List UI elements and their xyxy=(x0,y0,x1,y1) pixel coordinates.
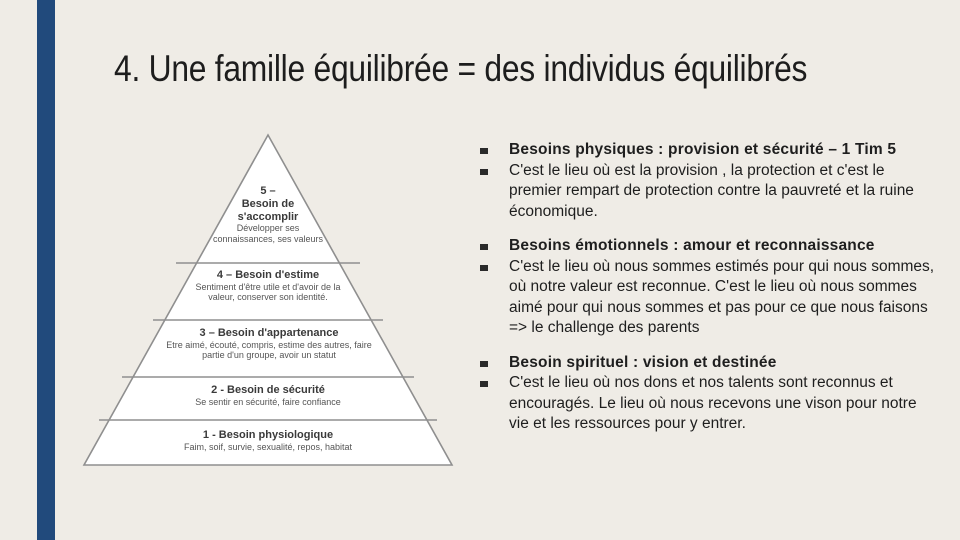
pyramid-level-5-title-2: Besoin de xyxy=(241,197,295,210)
bullet-body-text: C'est le lieu où nous sommes estimés pour qui nous sommes, où notre valeur est reconnue. C'est le lieu où nous sommes aimé pour qui nous sommes et pas pour ce que nous faisons => le challenge des parents xyxy=(509,257,935,336)
square-bullet-icon xyxy=(476,140,509,160)
pyramid-level-4 xyxy=(170,269,366,303)
bullet-body xyxy=(476,257,936,339)
pyramid-level-5-desc-1: Développer ses xyxy=(236,223,300,234)
pyramid-level-3-title: 3 – Besoin d'appartenance xyxy=(199,327,339,339)
square-bullet-icon xyxy=(476,257,509,277)
needs-pyramid xyxy=(80,133,456,467)
pyramid-level-2 xyxy=(120,384,416,407)
pyramid-level-5 xyxy=(208,185,328,244)
bullet-heading-text: Besoins physiques : provision et sécurité – 1 Tim 5 xyxy=(509,141,897,158)
pyramid-level-1 xyxy=(100,429,436,452)
pyramid-level-3-desc-1: Etre aimé, écouté, compris, estime des autres, faire xyxy=(166,339,372,350)
bullet-body xyxy=(476,373,936,435)
slide-title: 4. Une famille équilibrée = des individus équilibrés xyxy=(114,48,808,89)
pyramid-level-3-desc-2: partie d'un groupe, avoir un statut xyxy=(202,350,336,361)
bullet-heading xyxy=(476,353,936,374)
square-bullet-icon xyxy=(476,373,509,393)
bullet-group-emotional xyxy=(476,236,936,339)
pyramid-level-2-desc: Se sentir en sécurité, faire confiance xyxy=(195,396,341,407)
pyramid-level-1-title: 1 - Besoin physiologique xyxy=(202,429,334,441)
pyramid-level-1-desc: Faim, soif, survie, sexualité, repos, habitat xyxy=(183,441,353,452)
square-bullet-icon xyxy=(476,353,509,373)
bullet-heading xyxy=(476,140,936,161)
pyramid-level-4-desc-1: Sentiment d'être utile et d'avoir de la xyxy=(195,281,341,292)
square-bullet-icon xyxy=(476,236,509,256)
bullet-body-text: C'est le lieu où est la provision , la protection et c'est le premier rempart de protection contre la pauvreté et la ruine économique. xyxy=(509,161,914,220)
bullet-heading-text: Besoin spirituel : vision et destinée xyxy=(509,353,777,371)
pyramid-level-3 xyxy=(146,327,392,361)
pyramid-level-5-desc-2: connaissances, ses valeurs xyxy=(212,233,324,244)
pyramid-level-2-title: 2 - Besoin de sécurité xyxy=(211,384,325,396)
bullet-list xyxy=(476,140,936,449)
bullet-group-spiritual xyxy=(476,353,936,435)
accent-side-bar xyxy=(37,0,55,540)
bullet-heading-text: Besoins émotionnels : amour et reconnaissance xyxy=(509,237,875,254)
bullet-body-text: C'est le lieu où nos dons et nos talents sont reconnus et encouragés. Le lieu où nous recevons une vison pour notre vie et les ressources pour y entrer. xyxy=(509,374,917,432)
bullet-body xyxy=(476,161,936,223)
bullet-heading xyxy=(476,236,936,257)
pyramid-level-4-title: 4 – Besoin d'estime xyxy=(216,269,320,281)
square-bullet-icon xyxy=(476,161,509,181)
pyramid-level-5-title-3: s'accomplir xyxy=(237,210,299,223)
pyramid-level-5-title-1: 5 – xyxy=(260,185,276,197)
pyramid-level-4-desc-2: valeur, conserver son identité. xyxy=(208,292,328,303)
bullet-group-physical xyxy=(476,140,936,222)
